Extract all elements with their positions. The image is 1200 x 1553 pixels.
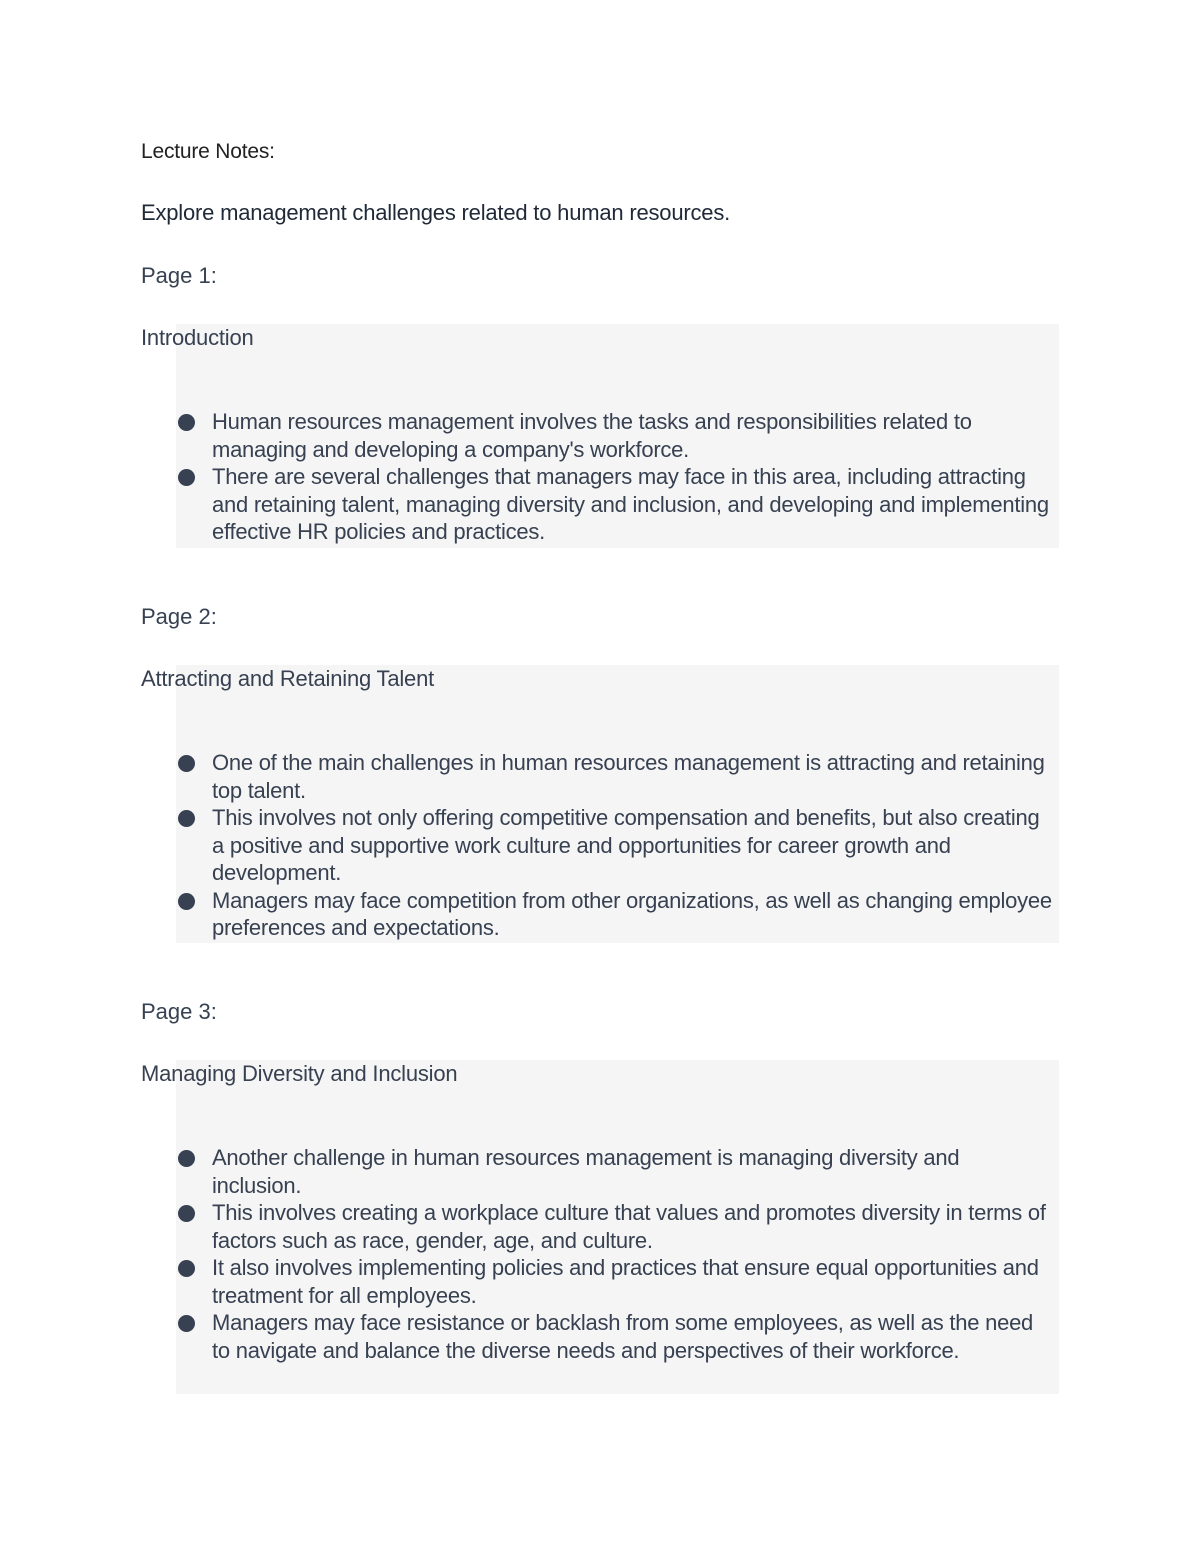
page-label: Page 3:: [141, 999, 217, 1024]
page-label: Page 2:: [141, 604, 217, 629]
bullet-text: It also involves implementing policies and practices that ensure equal opportunities and treatment for all employees.: [212, 1255, 1039, 1308]
bullet-text: This involves not only offering competitive compensation and benefits, but also creating a positive and supportive work culture and opportunities for career growth and development.: [212, 805, 1040, 885]
bullet-list: [176, 1144, 1059, 1364]
bullet-dot-icon: [178, 469, 195, 486]
list-item: [176, 408, 1059, 463]
bullet-dot-icon: [178, 1150, 195, 1167]
list-item: [176, 749, 1059, 804]
bullet-text: There are several challenges that managers may face in this area, including attracting and retaining talent, managing diversity and inclusion, and developing and implementing effective HR policies and practices.: [212, 464, 1049, 544]
list-item: [176, 1199, 1059, 1254]
section-box: [176, 324, 1059, 548]
bullet-text: Human resources management involves the tasks and responsibilities related to managing and developing a company's workforce.: [212, 409, 972, 462]
document-header-label: Lecture Notes:: [141, 140, 275, 163]
bullet-dot-icon: [178, 1260, 195, 1277]
bullet-text: Managers may face competition from other organizations, as well as changing employee preferences and expectations.: [212, 887, 1052, 940]
section-box: [176, 1060, 1059, 1394]
list-item: [176, 1144, 1059, 1199]
list-item: [176, 887, 1059, 942]
section-box: [176, 665, 1059, 943]
list-item: [176, 463, 1059, 546]
bullet-dot-icon: [178, 755, 195, 772]
document-subject: Explore management challenges related to human resources.: [141, 200, 731, 225]
section-title: Introduction: [141, 325, 254, 350]
bullet-text: This involves creating a workplace culture that values and promotes diversity in terms of factors such as race, gender, age, and culture.: [212, 1200, 1046, 1253]
bullet-text: Managers may face resistance or backlash from some employees, as well as the need to navigate and balance the diverse needs and perspectives of their workforce.: [212, 1310, 1034, 1363]
bullet-list: [176, 749, 1059, 942]
bullet-text: Another challenge in human resources management is managing diversity and inclusion.: [212, 1145, 960, 1198]
section-title: Attracting and Retaining Talent: [141, 666, 435, 691]
list-item: [176, 804, 1059, 887]
bullet-list: [176, 408, 1059, 546]
section-title: Managing Diversity and Inclusion: [141, 1061, 458, 1086]
bullet-dot-icon: [178, 414, 195, 431]
bullet-dot-icon: [178, 1315, 195, 1332]
bullet-dot-icon: [178, 893, 195, 910]
bullet-text: One of the main challenges in human resources management is attracting and retaining top talent.: [212, 750, 1045, 803]
bullet-dot-icon: [178, 810, 195, 827]
list-item: [176, 1254, 1059, 1309]
list-item: [176, 1309, 1059, 1364]
page-label: Page 1:: [141, 263, 217, 288]
bullet-dot-icon: [178, 1205, 195, 1222]
